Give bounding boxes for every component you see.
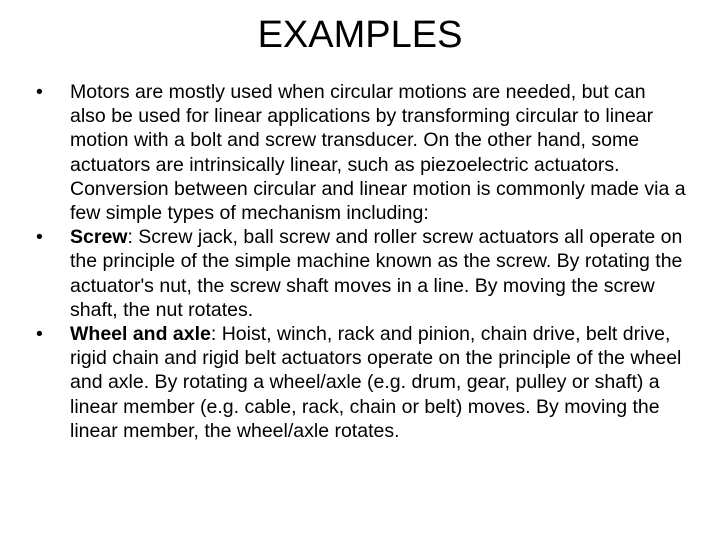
bullet-item-wheel-and-axle <box>36 322 686 443</box>
bullet-term: Wheel and axle <box>70 323 211 346</box>
bullet-term: Screw <box>70 226 128 249</box>
bullet-marker: • <box>36 81 43 103</box>
bullet-marker: • <box>36 226 43 249</box>
bullet-text: : Hoist, winch, rack and pinion, chain drive, belt drive, rigid chain and rigid belt actuators operate on the principle of the wheel and axle. By rotating a wheel/axle (e.g. drum, gear, pulley or shaft) a linear member (e.g. cable, rack, chain or belt) moves. By moving the linear member, the wheel/axle rotates. <box>70 323 682 442</box>
bullet-text: : Screw jack, ball screw and roller screw actuators all operate on the principle of the simple machine known as the screw. By rotating the actuator's nut, the screw shaft moves in a line. By moving the screw shaft, the nut rotates. <box>70 226 683 321</box>
bullet-marker: • <box>36 323 43 346</box>
bullet-item-screw <box>36 225 686 322</box>
bullet-list <box>36 80 686 443</box>
bullet-item-motors <box>36 80 686 225</box>
slide-title: EXAMPLES <box>257 14 463 56</box>
bullet-text: Motors are mostly used when circular motions are needed, but can also be used for linear applications by transforming circular to linear motion with a bolt and screw transducer. On the other hand, some actuators are intrinsically linear, such as piezoelectric actuators. Conversion between circular and linear motion is commonly made via a few simple types of mechanism including: <box>70 81 686 225</box>
